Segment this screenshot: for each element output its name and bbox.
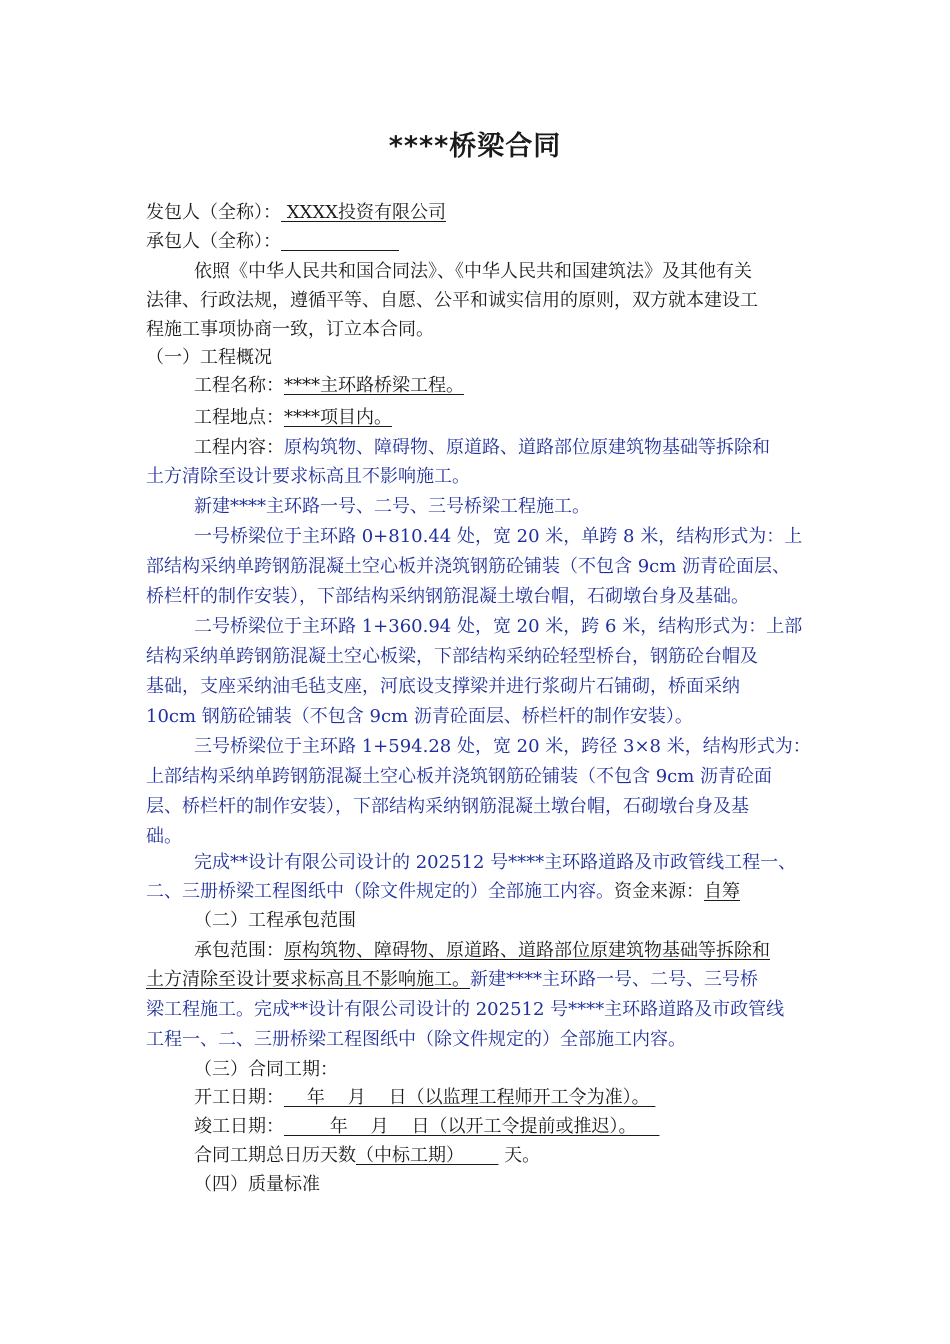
total-days-label: 合同工期总日历天数: [194, 1145, 356, 1166]
bridge3-line-4: 础。: [146, 826, 182, 847]
employer-line: [146, 199, 826, 227]
bridge1-line-2: 部结构采纳单跨钢筋混凝土空心板并浇筑钢筋砼铺装（不包含 9cm 沥青砼面层、: [146, 556, 791, 577]
end-date-label: 竣工日期：: [194, 1116, 284, 1137]
bridge1-line-3: 桥栏杆的制作安装），下部结构采纳钢筋混凝土墩台帽，石砌墩台身及基础。: [146, 586, 749, 607]
completion-line-1: 完成**设计有限公司设计的 202512 号****主环路道路及市政管线工程一、: [194, 852, 797, 873]
start-date-value: 年 月 日（以监理工程师开工令为准）。: [284, 1087, 656, 1108]
new-build-line: 新建****主环路一号、二号、三号桥梁工程施工。: [194, 496, 590, 517]
scope-line-1: [194, 937, 826, 965]
start-date-label: 开工日期：: [194, 1087, 284, 1108]
project-content-label: 工程内容：: [194, 437, 284, 458]
contractor-blank: [281, 230, 399, 251]
total-days-value: （中标工期）: [356, 1145, 499, 1166]
bridge2-line-1: 二号桥梁位于主环路 1+360.94 处，宽 20 米，跨 6 米，结构形式为：上部: [194, 616, 803, 637]
project-location-value: ****项目内。: [284, 407, 392, 428]
bridge3-line-1: 三号桥梁位于主环路 1+594.28 处，宽 20 米，跨径 3×8 米，结构形式为：: [194, 736, 811, 757]
employer-value: XXXX投资有限公司: [281, 202, 446, 223]
funding-label: 资金来源：: [614, 881, 704, 902]
project-name-line: [194, 372, 826, 400]
bridge2-line-4: 10cm 钢筋砼铺装（不包含 9cm 沥青砼面层、桥栏杆的制作安装）。: [146, 706, 693, 727]
project-content-line: [194, 434, 826, 462]
intro-line-2: 法律、行政法规，遵循平等、自愿、公平和诚实信用的原则，双方就本建设工: [146, 290, 758, 311]
project-name-label: 工程名称：: [194, 375, 284, 396]
scope-text-1: 原构筑物、障碍物、原道路、道路部位原建筑物基础等拆除和: [284, 940, 770, 961]
start-date-line: [194, 1084, 826, 1112]
project-content-line-2: 土方清除至设计要求标高且不影响施工。: [146, 466, 470, 487]
project-location-label: 工程地点：: [194, 407, 284, 428]
scope-line-4: 工程一、二、三册桥梁工程图纸中（除文件规定的）全部施工内容。: [146, 1029, 686, 1050]
section-2-heading: （二）工程承包范围: [194, 910, 356, 931]
bridge1-line-1: 一号桥梁位于主环路 0+810.44 处，宽 20 米，单跨 8 米，结构形式为：上: [194, 526, 803, 547]
total-days-unit: 天。: [498, 1145, 541, 1166]
scope-text-2a: 土方清除至设计要求标高且不影响施工。: [146, 969, 470, 990]
scope-line-3: 梁工程施工。完成**设计有限公司设计的 202512 号****主环路道路及市政管线: [146, 999, 785, 1020]
bridge3-line-3: 层、桥栏杆的制作安装），下部结构采纳钢筋混凝土墩台帽，石砌墩台身及基: [146, 796, 749, 817]
project-name-value: ****主环路桥梁工程。: [284, 375, 464, 396]
employer-label: 发包人（全称）：: [146, 202, 281, 223]
completion-line-2: [146, 878, 826, 906]
contractor-line: [146, 228, 826, 256]
section-1-heading: （一）工程概况: [146, 347, 272, 368]
scope-text-2b: 新建****主环路一号、二号、三号桥: [470, 969, 758, 990]
bridge2-line-3: 基础，支座采纳油毛毡支座，河底设支撑梁并进行浆砌片石铺砌，桥面采纳: [146, 676, 740, 697]
section-4-heading: （四）质量标准: [194, 1174, 320, 1195]
funding-value: 自筹: [704, 881, 740, 902]
end-date-line: [194, 1113, 826, 1141]
completion-text: 二、三册桥梁工程图纸中（除文件规定的）全部施工内容。: [146, 881, 614, 902]
scope-line-2: [146, 966, 826, 994]
total-days-line: [194, 1142, 826, 1170]
contractor-label: 承包人（全称）：: [146, 231, 281, 252]
intro-line-1: 依照《中华人民共和国合同法》、《中华人民共和国建筑法》及其他有关: [194, 261, 752, 282]
bridge3-line-2: 上部结构采纳单跨钢筋混凝土空心板并浇筑钢筋砼铺装（不包含 9cm 沥青砼面: [146, 766, 773, 787]
project-content-text: 原构筑物、障碍物、原道路、道路部位原建筑物基础等拆除和: [284, 437, 770, 458]
section-3-heading: （三）合同工期：: [194, 1059, 338, 1080]
project-location-line: [194, 404, 826, 432]
intro-line-3: 程施工事项协商一致，订立本合同。: [146, 319, 434, 340]
scope-label: 承包范围：: [194, 940, 284, 961]
end-date-value: 年 月 日（以开工令提前或推迟）。: [284, 1116, 660, 1137]
document-title: ****桥梁合同: [388, 131, 562, 162]
bridge2-line-2: 结构采纳单跨钢筋混凝土空心板梁，下部结构采纳砼轻型桥台，钢筋砼台帽及: [146, 646, 758, 667]
